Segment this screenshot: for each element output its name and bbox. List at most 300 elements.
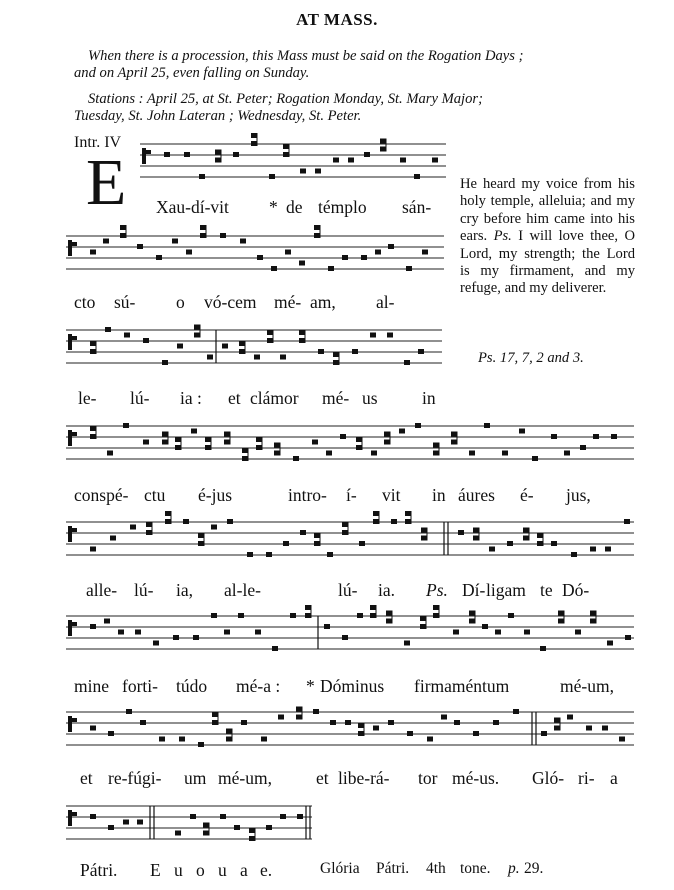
- neume-note: [358, 723, 364, 728]
- neume-note: [432, 158, 438, 163]
- syllable: alle-: [86, 580, 118, 600]
- neume-note: [224, 440, 230, 445]
- neume-note: [508, 613, 514, 618]
- neume-note: [318, 349, 324, 354]
- neume-note: [407, 731, 413, 736]
- syllable: libe-rá-: [338, 768, 390, 788]
- neume-note: [551, 434, 557, 439]
- syllable: mé-um,: [218, 768, 272, 788]
- neume-note: [198, 541, 204, 546]
- chant-staff: [140, 140, 446, 184]
- neume-note: [451, 440, 457, 445]
- neume-note: [454, 720, 460, 725]
- neume-note: [554, 726, 560, 731]
- neume-note: [420, 624, 426, 629]
- syllable: ri-: [578, 768, 595, 788]
- neume-note: [172, 239, 178, 244]
- neume-note: [414, 174, 420, 179]
- syllable: jus,: [566, 485, 591, 505]
- neume-note: [280, 814, 286, 819]
- lyrics-line-6: [74, 676, 644, 698]
- neume-note: [146, 530, 152, 535]
- syllable: sán-: [402, 197, 432, 217]
- neume-note: [388, 244, 394, 249]
- neume-note: [227, 519, 233, 524]
- syllable: le-: [78, 388, 97, 408]
- translation-ps-body: I will love thee, O Lord, my strength; the Lord is my firmament, and my refuge, and my deliverer.: [460, 228, 635, 297]
- syllable: um: [184, 768, 207, 788]
- neume-note: [333, 352, 339, 357]
- neume-note: [602, 726, 608, 731]
- neume-note: [241, 720, 247, 725]
- syllable: Dó-: [562, 580, 590, 600]
- clef-mark: [142, 148, 146, 164]
- neume-note: [251, 141, 257, 146]
- neume-note: [274, 451, 280, 456]
- rubric-line-4: Tuesday, St. John Lateran ; Wednesday, St. Peter.: [74, 108, 362, 124]
- neume-note: [422, 250, 428, 255]
- neume-note: [400, 158, 406, 163]
- syllable: túdo: [176, 676, 208, 696]
- neume-note: [140, 720, 146, 725]
- neume-note: [261, 737, 267, 742]
- neume-note: [433, 605, 439, 610]
- neume-note: [590, 619, 596, 624]
- neume-note: [314, 225, 320, 230]
- neume-note: [348, 158, 354, 163]
- neume-note: [421, 536, 427, 541]
- neume-note: [312, 440, 318, 445]
- neume-note: [90, 434, 96, 439]
- syllable: ligam: [486, 580, 526, 600]
- clef-mark: [68, 240, 72, 256]
- syllable: intro-: [288, 485, 327, 505]
- syllable: am,: [310, 292, 336, 312]
- neume-note: [296, 715, 302, 720]
- neume-note: [256, 437, 262, 442]
- neume-note: [175, 437, 181, 442]
- syllable: in: [422, 388, 436, 408]
- neume-note: [130, 525, 136, 530]
- neume-note: [212, 712, 218, 717]
- neume-note: [558, 611, 564, 616]
- neume-note: [200, 225, 206, 230]
- neume-note: [433, 443, 439, 448]
- neume-note: [330, 720, 336, 725]
- neume-note: [328, 266, 334, 271]
- neume-note: [254, 355, 260, 360]
- neume-note: [364, 152, 370, 157]
- neume-note: [299, 338, 305, 343]
- neume-note: [314, 233, 320, 238]
- neume-note: [183, 519, 189, 524]
- neume-note: [215, 150, 221, 155]
- neume-note: [238, 613, 244, 618]
- syllable: forti-: [122, 676, 158, 696]
- neume-note: [314, 533, 320, 538]
- neume-note: [386, 611, 392, 616]
- neume-note: [226, 729, 232, 734]
- syllable: 29.: [524, 860, 544, 877]
- syllable: o: [196, 860, 205, 880]
- neume-note: [473, 528, 479, 533]
- neume-note: [571, 552, 577, 557]
- neume-note: [356, 437, 362, 442]
- neume-note: [358, 731, 364, 736]
- clef-mark: [72, 336, 77, 340]
- neume-note: [278, 715, 284, 720]
- neume-note: [373, 511, 379, 516]
- neume-note: [186, 250, 192, 255]
- neume-note: [388, 720, 394, 725]
- neume-note: [224, 630, 230, 635]
- neume-note: [415, 423, 421, 428]
- neume-note: [164, 152, 170, 157]
- neume-note: [137, 820, 143, 825]
- neume-note: [234, 825, 240, 830]
- neume-note: [90, 349, 96, 354]
- syllable: e.: [260, 860, 273, 880]
- syllable: mine: [74, 676, 109, 696]
- syllable: firmaméntum: [414, 676, 510, 696]
- neume-note: [255, 630, 261, 635]
- neume-note: [551, 541, 557, 546]
- syllable: Dóminus: [320, 676, 385, 696]
- neume-note: [333, 360, 339, 365]
- neume-note: [90, 624, 96, 629]
- neume-note: [198, 533, 204, 538]
- neume-note: [326, 451, 332, 456]
- translation-ps-label: Ps.: [493, 228, 512, 245]
- neume-note: [345, 720, 351, 725]
- syllable: mé-: [274, 292, 302, 312]
- neume-note: [162, 440, 168, 445]
- chant-staff: [66, 708, 634, 752]
- clef-mark: [72, 432, 77, 436]
- neume-note: [212, 720, 218, 725]
- neume-note: [484, 423, 490, 428]
- neume-note: [356, 445, 362, 450]
- neume-note: [386, 619, 392, 624]
- neume-note: [624, 519, 630, 524]
- syllable: lú-: [130, 388, 150, 408]
- staff-graphic: [66, 708, 634, 752]
- neume-note: [90, 250, 96, 255]
- neume-note: [524, 630, 530, 635]
- syllable: us: [362, 388, 378, 408]
- neume-note: [299, 330, 305, 335]
- neume-note: [224, 432, 230, 437]
- neume-note: [541, 731, 547, 736]
- neume-note: [143, 440, 149, 445]
- syllable: al-: [376, 292, 395, 312]
- lyrics-line-1: [156, 197, 446, 219]
- neume-note: [384, 432, 390, 437]
- syllable: o: [176, 292, 185, 312]
- neume-note: [300, 169, 306, 174]
- neume-note: [162, 432, 168, 437]
- chant-staff: [66, 802, 312, 846]
- neume-note: [239, 349, 245, 354]
- neume-note: [502, 451, 508, 456]
- neume-note: [126, 709, 132, 714]
- syllable: ia.: [378, 580, 396, 600]
- neume-note: [370, 333, 376, 338]
- neume-note: [441, 715, 447, 720]
- neume-note: [611, 434, 617, 439]
- neume-note: [146, 522, 152, 527]
- neume-note: [211, 613, 217, 618]
- neume-note: [333, 158, 339, 163]
- rubric-line-2: and on April 25, even falling on Sunday.: [74, 65, 310, 81]
- neume-note: [305, 605, 311, 610]
- neume-note: [108, 825, 114, 830]
- neume-note: [107, 451, 113, 456]
- neume-note: [267, 330, 273, 335]
- syllable: et: [316, 768, 329, 788]
- neume-note: [558, 619, 564, 624]
- neume-note: [513, 709, 519, 714]
- neume-note: [256, 445, 262, 450]
- neume-note: [427, 737, 433, 742]
- neume-note: [327, 552, 333, 557]
- neume-note: [177, 344, 183, 349]
- neume-note: [220, 814, 226, 819]
- neume-note: [200, 233, 206, 238]
- neume-note: [342, 255, 348, 260]
- lyrics-line-3: [78, 388, 458, 410]
- neume-note: [272, 646, 278, 651]
- syllable: u: [218, 860, 227, 880]
- syllable: a: [240, 860, 248, 880]
- syllable: in: [432, 485, 446, 505]
- neume-note: [120, 233, 126, 238]
- staff-graphic: [66, 518, 634, 562]
- neume-note: [537, 541, 543, 546]
- neume-note: [567, 715, 573, 720]
- neume-note: [239, 341, 245, 346]
- neume-note: [590, 611, 596, 616]
- syllable: é-jus: [198, 485, 233, 505]
- neume-note: [165, 519, 171, 524]
- neume-note: [421, 528, 427, 533]
- clef-mark: [68, 716, 72, 732]
- rubric-line-1: When there is a procession, this Mass must be said on the Rogation Days ;: [88, 48, 524, 64]
- neume-note: [251, 133, 257, 138]
- clef-mark: [72, 812, 77, 816]
- neume-note: [340, 434, 346, 439]
- chant-staff: [66, 232, 444, 276]
- syllable: Pátri.: [80, 860, 118, 880]
- neume-note: [619, 737, 625, 742]
- neume-note: [300, 530, 306, 535]
- lyrics-line-5: [86, 580, 626, 602]
- neume-note: [586, 726, 592, 731]
- neume-note: [110, 536, 116, 541]
- neume-note: [489, 547, 495, 552]
- neume-note: [162, 360, 168, 365]
- syllable: í-: [346, 485, 357, 505]
- neume-note: [361, 255, 367, 260]
- neume-note: [240, 239, 246, 244]
- syllable: de: [286, 197, 303, 217]
- neume-note: [199, 174, 205, 179]
- neume-note: [90, 814, 96, 819]
- syllable: et: [228, 388, 241, 408]
- neume-note: [342, 530, 348, 535]
- clef-mark: [72, 718, 77, 722]
- clef-mark: [72, 622, 77, 626]
- neume-note: [290, 613, 296, 618]
- neume-note: [370, 605, 376, 610]
- syllable: tor: [418, 768, 438, 788]
- neume-note: [305, 613, 311, 618]
- neume-note: [625, 635, 631, 640]
- neume-note: [274, 443, 280, 448]
- neume-note: [105, 327, 111, 332]
- syllable: conspé-: [74, 485, 129, 505]
- neume-note: [135, 630, 141, 635]
- neume-note: [233, 152, 239, 157]
- neume-note: [143, 338, 149, 343]
- neume-note: [537, 533, 543, 538]
- neume-note: [194, 333, 200, 338]
- neume-note: [314, 541, 320, 546]
- neume-note: [257, 255, 263, 260]
- syllable: *: [269, 197, 278, 217]
- neume-note: [418, 349, 424, 354]
- neume-note: [420, 616, 426, 621]
- syllable: E: [150, 860, 161, 880]
- lyrics-line-2: [74, 292, 444, 314]
- syllable: *: [306, 676, 315, 696]
- neume-note: [205, 437, 211, 442]
- neume-note: [249, 828, 255, 833]
- neume-note: [399, 429, 405, 434]
- neume-note: [580, 445, 586, 450]
- introit-label: Intr. IV: [74, 134, 122, 151]
- neume-note: [607, 641, 613, 646]
- neume-note: [482, 624, 488, 629]
- neume-note: [451, 432, 457, 437]
- neume-note: [123, 423, 129, 428]
- neume-note: [175, 445, 181, 450]
- neume-note: [103, 239, 109, 244]
- neume-note: [159, 737, 165, 742]
- staff-graphic: [140, 140, 446, 184]
- neume-note: [405, 511, 411, 516]
- neume-note: [193, 635, 199, 640]
- neume-note: [387, 333, 393, 338]
- neume-note: [297, 814, 303, 819]
- lyrics-line-8: [80, 860, 600, 882]
- syllable: et: [80, 768, 93, 788]
- neume-note: [90, 547, 96, 552]
- chant-staff: [66, 612, 634, 656]
- syllable: a: [610, 768, 618, 788]
- neume-note: [469, 611, 475, 616]
- neume-note: [313, 709, 319, 714]
- neume-note: [266, 825, 272, 830]
- neume-note: [433, 451, 439, 456]
- neume-note: [352, 349, 358, 354]
- clef-mark: [68, 620, 72, 636]
- neume-note: [179, 737, 185, 742]
- neume-note: [564, 451, 570, 456]
- syllable: mé-a :: [236, 676, 281, 696]
- neume-note: [404, 360, 410, 365]
- neume-note: [153, 641, 159, 646]
- syllable: Glória: [320, 860, 360, 877]
- neume-note: [357, 613, 363, 618]
- neume-note: [469, 451, 475, 456]
- translation-text: [460, 176, 635, 298]
- neume-note: [324, 624, 330, 629]
- clef-mark: [72, 528, 77, 532]
- neume-note: [203, 831, 209, 836]
- syllable: vó-cem: [204, 292, 257, 312]
- syllable: mé-um,: [560, 676, 614, 696]
- neume-note: [283, 152, 289, 157]
- syllable: cto: [74, 292, 96, 312]
- neume-note: [194, 325, 200, 330]
- lyrics-line-4: [74, 485, 614, 507]
- syllable: sú-: [114, 292, 136, 312]
- psalm-reference: Ps. 17, 7, 2 and 3.: [478, 350, 584, 366]
- syllable: Pátri.: [376, 860, 410, 877]
- neume-note: [165, 511, 171, 516]
- neume-note: [184, 152, 190, 157]
- neume-note: [370, 613, 376, 618]
- clef-mark: [68, 810, 72, 826]
- neume-note: [523, 528, 529, 533]
- neume-note: [118, 630, 124, 635]
- neume-note: [404, 641, 410, 646]
- neume-note: [523, 536, 529, 541]
- neume-note: [593, 434, 599, 439]
- neume-note: [249, 836, 255, 841]
- staff-graphic: [66, 232, 444, 276]
- syllable: Dí-: [462, 580, 486, 600]
- neume-note: [342, 522, 348, 527]
- syllable: u: [174, 860, 183, 880]
- neume-note: [120, 225, 126, 230]
- neume-note: [207, 355, 213, 360]
- staff-graphic: [66, 612, 634, 656]
- neume-note: [590, 547, 596, 552]
- staff-graphic: [66, 802, 312, 846]
- neume-note: [280, 355, 286, 360]
- syllable: 4th: [426, 860, 446, 877]
- syllable: re-fúgi-: [108, 768, 162, 788]
- staff-graphic: [66, 422, 634, 466]
- neume-note: [190, 814, 196, 819]
- neume-note: [532, 456, 538, 461]
- neume-note: [375, 250, 381, 255]
- syllable: lú-: [134, 580, 154, 600]
- clef-mark: [68, 334, 72, 350]
- neume-note: [359, 541, 365, 546]
- syllable: mé-: [322, 388, 350, 408]
- syllable: ctu: [144, 485, 166, 505]
- neume-note: [173, 635, 179, 640]
- neume-note: [296, 707, 302, 712]
- neume-note: [137, 244, 143, 249]
- neume-note: [156, 255, 162, 260]
- rubric-line-3: Stations : April 25, at St. Peter; Rogation Monday, St. Mary Major;: [88, 91, 483, 107]
- neume-note: [271, 266, 277, 271]
- neume-note: [299, 261, 305, 266]
